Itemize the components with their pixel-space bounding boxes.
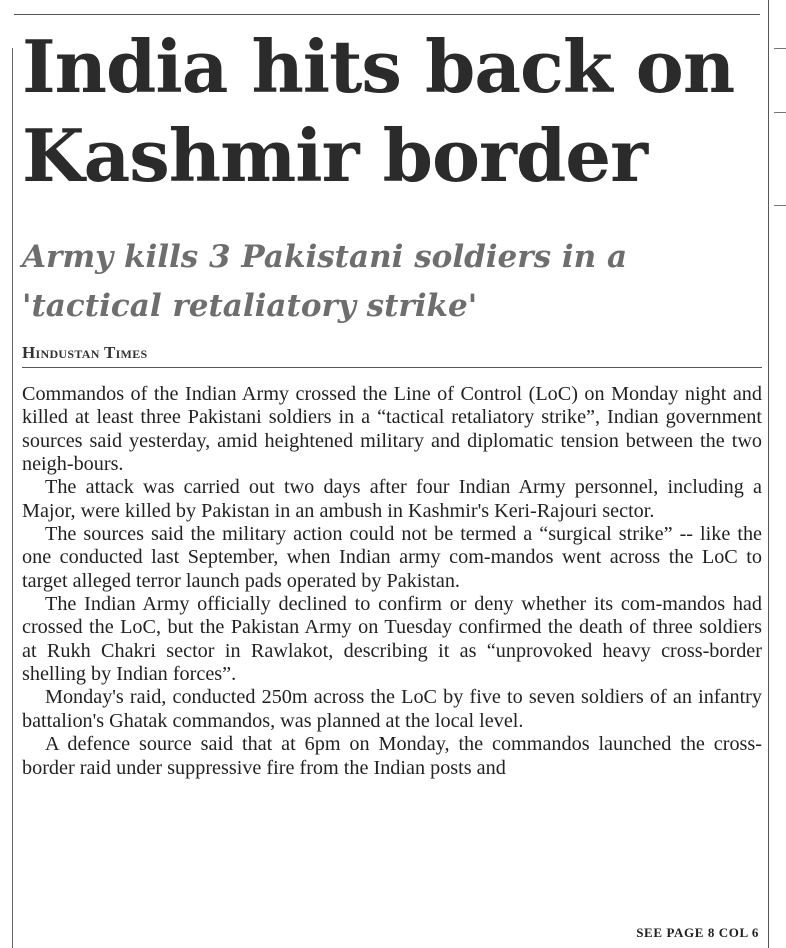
article-paragraph: The sources said the military action could not be termed a “surgical strike” -- like the one conducted last September, when Indian army com-mandos went across the LoC to target alleged terror launch pads operated by Pakistan. [22,523,762,592]
article-subheadline: Army kills 3 Pakistani soldiers in a 'tactical retaliatory strike' [22,239,628,324]
byline-rule [22,367,762,368]
article-byline: Hindustan Times [22,343,148,362]
article-headline: India hits back on Kashmir border [22,24,735,198]
column-rule-right [768,0,769,948]
top-rule [14,14,760,15]
article-paragraph: A defence source said that at 6pm on Monday, the commandos launched the cross-border raid under suppressive fire from the Indian posts and [22,733,762,779]
article-paragraph: Monday's raid, conducted 250m across the LoC by five to seven soldiers of an infantry battalion's Ghatak commandos, was planned at the local level. [22,686,762,732]
article-paragraph: The attack was carried out two days after four Indian Army personnel, including a Major, were killed by Pakistan in an ambush in Kashmir's Keri-Rajouri sector. [22,476,762,522]
column-rule-left [12,48,13,948]
continuation-reference[interactable]: SEE PAGE 8 COL 6 [636,925,759,940]
adjacent-column-edge [774,48,786,49]
article-paragraph: Commandos of the Indian Army crossed the Line of Control (LoC) on Monday night and killed at least three Pakistani soldiers in a “tactical retaliatory strike”, Indian government sources said yesterday, amid heightened military and diplomatic tension between the two neigh-bours. [22,383,762,476]
adjacent-column-edge [774,112,786,113]
article-paragraph: The Indian Army officially declined to confirm or deny whether its com-mandos had crossed the LoC, but the Pakistan Army on Tuesday confirmed the death of three soldiers at Rukh Chakri sector in Rawlakot, describing it as “unprovoked heavy cross-border shelling by Indian forces”. [22,593,762,686]
adjacent-column-edge [774,205,786,206]
article-body [22,383,762,780]
